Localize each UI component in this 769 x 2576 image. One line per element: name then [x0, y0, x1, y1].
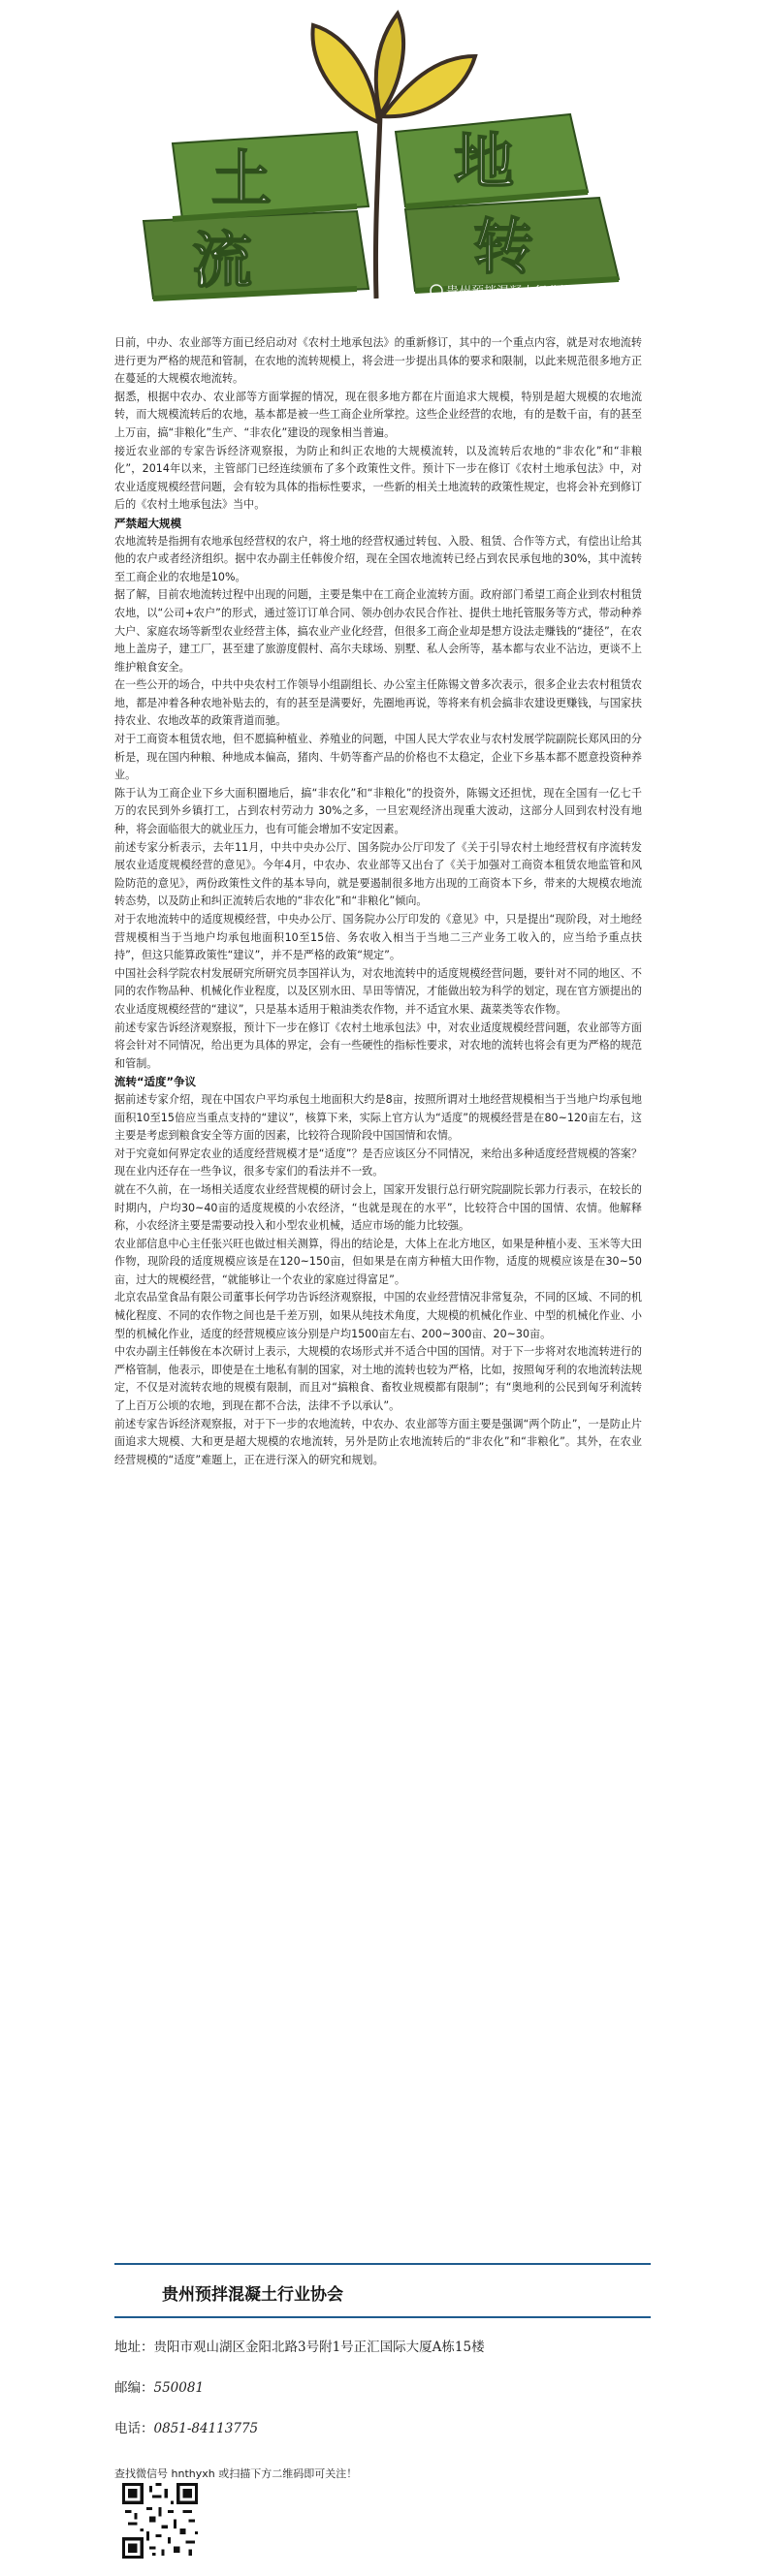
article-paragraph: 据了解，目前农地流转过程中出现的问题，主要是集中在工商企业流转方面。政府部门希望工商企业到农村租赁农地，以“公司+农户”的形式，通过签订订单合同、领办创办农民合作社、提供土地托管服务等方式，带动种养大户、家庭农场等新型农业经营主体，搞农业产业化经营，但很多工商企业却是想方设法走赚钱的“捷径”，在农地上盖房子，建工厂，甚至建了旅游度假村、高尔夫球场、别墅、私人会所等，基本都与农业不沾边，更谈不上维护粮食安全。 [114, 588, 642, 674]
hero-illustration [114, 8, 642, 304]
land-block-bottom-left [144, 211, 368, 298]
article-paragraph: 就在不久前，在一场相关适度农业经营规模的研讨会上，国家开发银行总行研究院副院长郭力行表示，在较长的时期内，户均30~40亩的适度规模的小农经济，“也就是现在的水平”，比较符合中国的国情、农情。他解释称，小农经济主要是需要动投入和小型农业机械，适应市场的能力比较强。 [114, 1182, 642, 1233]
section-heading: 严禁超大规模 [114, 516, 181, 530]
phone-row [114, 2417, 258, 2436]
article-paragraph: 农地流转是指拥有农地承包经营权的农户，将土地的经营权通过转包、入股、租赁、合作等方式，有偿出让给其他的农户或者经济组织。据中农办副主任韩俊介绍，现在全国农地流转已经占到农民承包地的30%，其中流转至工商企业的农地是10%。 [114, 534, 642, 583]
footer-divider-top [114, 2263, 651, 2265]
hero-char-3: 流 [192, 225, 253, 296]
land-transfer-graphic [114, 8, 642, 304]
wechat-follow-text: 查找微信号 hnthyxh 或扫描下方二维码即可关注！ [114, 2467, 358, 2480]
phone-label: 电话： [114, 2421, 154, 2436]
article-paragraph: 接近农业部的专家告诉经济观察报，为防止和纠正农地的大规模流转，以及流转后农地的“非农化”和“非粮化”，2014年以来，主管部门已经连续颁布了多个政策性文件。预计下一步在修订《农村土地承包法》中，对农业适度规模经营问题，会有较为具体的指标性要求，一些新的相关土地流转的政策性规定，也将会补充到修订后的《农村土地承包法》当中。 [114, 444, 642, 512]
article-paragraph: 前述专家告诉经济观察报，对于下一步的农地流转，中农办、农业部等方面主要是强调“两个防止”，一是防止片面追求大规模、大和更是超大规模的农地流转，另外是防止农地流转后的“非农化”和“非粮化”。其外，在农业经营规模的“适度”难题上，正在进行深入的研究和规划。 [114, 1417, 642, 1466]
footer-divider-bottom [114, 2316, 651, 2318]
article-paragraph: 陈于认为工商企业下乡大面积圈地后，搞“非农化”和“非粮化”的投资外，陈锡文还担忧，现在全国有一亿七千万的农民到外乡镇打工，占到农村劳动力 30%之多，一旦宏观经济出现重大波动，这部分人回到农村没有地种，将会面临很大的就业压力，也有可能会增加不安定因素。 [114, 786, 642, 836]
plant-stem [375, 114, 380, 298]
article-paragraph: 日前，中办、农业部等方面已经启动对《农村土地承包法》的重新修订，其中的一个重点内容，就是对农地流转进行更为严格的规范和管制，在农地的流转规模上，将会进一步提出具体的要求和限制，以此来规范很多地方正在蔓延的大规模农地流转。 [114, 336, 642, 386]
hero-char-2: 地 [454, 126, 515, 197]
article-paragraph: 据前述专家介绍，现在中国农户平均承包土地面积大约是8亩，按照所谓对土地经营规模相当于当地户均承包地面积10至15倍应当重点支持的“建议”，核算下来，实际上官方认为“适度”的规模经营是在80~120亩左右，这主要是考虑到粮食安全等方面的因素，比较符合现阶段中国国情和农情。 [114, 1092, 642, 1143]
article-paragraph: 前述专家分析表示，去年11月，中共中央办公厅、国务院办公厅印发了《关于引导农村土地经营权有序流转发展农业适度规模经营的意见》。今年4月，中农办、农业部等又出台了《关于加强对工商资本租赁农地监管和风险防范的意见》，两份政策性文件的基本导向，就是要遏制很多地方出现的工商资本下乡，带来的大规模农地流转态势，以及防止和纠正流转后农地的“非农化”和“非粮化”倾向。 [114, 840, 642, 908]
qr-code-icon[interactable] [122, 2483, 198, 2559]
article-paragraph: 前述专家告诉经济观察报，预计下一步在修订《农村土地承包法》中，对农业适度规模经营问题，农业部等方面将会针对不同情况，给出更为具体的界定，会有一些硬性的指标性要求，对农地的流转也将会有更为严格的规范和管制。 [114, 1021, 642, 1070]
address-value: 贵阳市观山湖区金阳北路3号附1号正汇国际大厦A栋15楼 [153, 2340, 485, 2355]
organization-name: 贵州预拌混凝土行业协会 [162, 2285, 343, 2305]
article-paragraph: 北京农品堂食品有限公司董事长何学功告诉经济观察报，中国的农业经营情况非常复杂，不同的区域、不同的机械化程度、不同的农作物之间也是千差万别，如果从纯技术角度，大规模的机械化作业、中型的机械化作业、小型的机械化作业，适度的经营规模应该分别是户均1500亩左右、200~300亩、20~30亩。 [114, 1291, 642, 1340]
hero-char-4: 转 [473, 211, 534, 282]
leaf-left-icon [312, 25, 378, 122]
article-paragraph: 对于究竟如何界定农业的适度经营规模才是“适度”？是否应该区分不同情况，来给出多种适度经营规模的答案？现在业内还存在一些争议，很多专家们的看法并不一致。 [114, 1147, 642, 1178]
hero-char-1: 土 [211, 143, 272, 214]
article-paragraph: 在一些公开的场合，中共中央农村工作领导小组副组长、办公室主任陈锡文曾多次表示，很多企业去农村租赁农地，都是冲着各种农地补贴去的，有的甚至是满要好，先圈地再说，等将来有机会搞非农建设更赚钱，与国家扶持农业、农地改革的政策背道而驰。 [114, 678, 642, 728]
phone-value: 0851-84113775 [153, 2421, 259, 2436]
article-paragraph: 中农办副主任韩俊在本次研讨上表示，大规模的农场形式并不适合中国的国情。对于下一步将对农地流转进行的严格管制，他表示，即使是在土地私有制的国家，对土地的流转也较为严格，比如，按照匈牙利的农地流转法规定，不仅是对流转农地的规模有限制，而且对“搞粮食、畜牧业规模都有限制”；有“奥地利的公民到匈牙利流转了上百万公顷的农地，到现在都不合法，法律不予以承认”。 [114, 1345, 642, 1413]
article-paragraph: 农业部信息中心主任张兴旺也做过相关测算，得出的结论是，大体上在北方地区，如果是种植小麦、玉米等大田作物，现阶段的适度规模应该是在120~150亩，但如果是在南方种植大田作物，适度的规模应该是在30~50亩，过大的规模经营，“就能够让一个农业的家庭过得富足”。 [114, 1237, 642, 1286]
article-paragraph: 对于农地流转中的适度规模经营，中央办公厅、国务院办公厅印发的《意见》中，只是提出“现阶段，对土地经营规模相当于当地户均承包地面积10至15倍、务农收入相当于当地二三产业务工收入的，应当给予重点扶持”，但这只能算政策性“建议”，并不是严格的政策“规定”。 [114, 913, 642, 962]
section-heading: 流转“适度”争议 [114, 1075, 197, 1089]
article-body [114, 334, 642, 1469]
postcode-value: 550081 [153, 2380, 205, 2396]
article-paragraph: 据悉，根据中农办、农业部等方面掌握的情况，现在很多地方都在片面追求大规模，特别是超大规模的农地流转，而大规模流转后的农地，基本都是被一些工商企业所掌控。这些企业经营的农地，有的是数千亩，有的甚至上万亩，搞“非粮化”生产、“非农化”建设的现象相当普遍。 [114, 390, 642, 439]
hero-watermark: 贵州预拌混凝土行业协会 [446, 285, 586, 299]
article-paragraph: 对于工商资本租赁农地，但不愿搞种植业、养殖业的问题，中国人民大学农业与农村发展学院副院长郑风田的分析是，现在国内种粮、种地成本偏高，猪肉、牛奶等畜产品的价格也不太稳定，企业下乡基本都不愿意投资种养业。 [114, 733, 642, 782]
article-paragraph: 中国社会科学院农村发展研究所研究员李国祥认为，对农地流转中的适度规模经营问题，要针对不同的地区、不同的农作物品种、机械化作业程度，以及区别水田、旱田等情况，才能做出较为科学的划定，现在官方颁提出的农业适度规模经营的“建议”，只是基本适用于粮油类农作物，并不适宜水果、蔬菜类等农作物。 [114, 966, 642, 1016]
postcode-row [114, 2376, 204, 2396]
address-row [114, 2336, 485, 2355]
postcode-label: 邮编： [114, 2380, 154, 2396]
address-label: 地址： [114, 2340, 154, 2355]
